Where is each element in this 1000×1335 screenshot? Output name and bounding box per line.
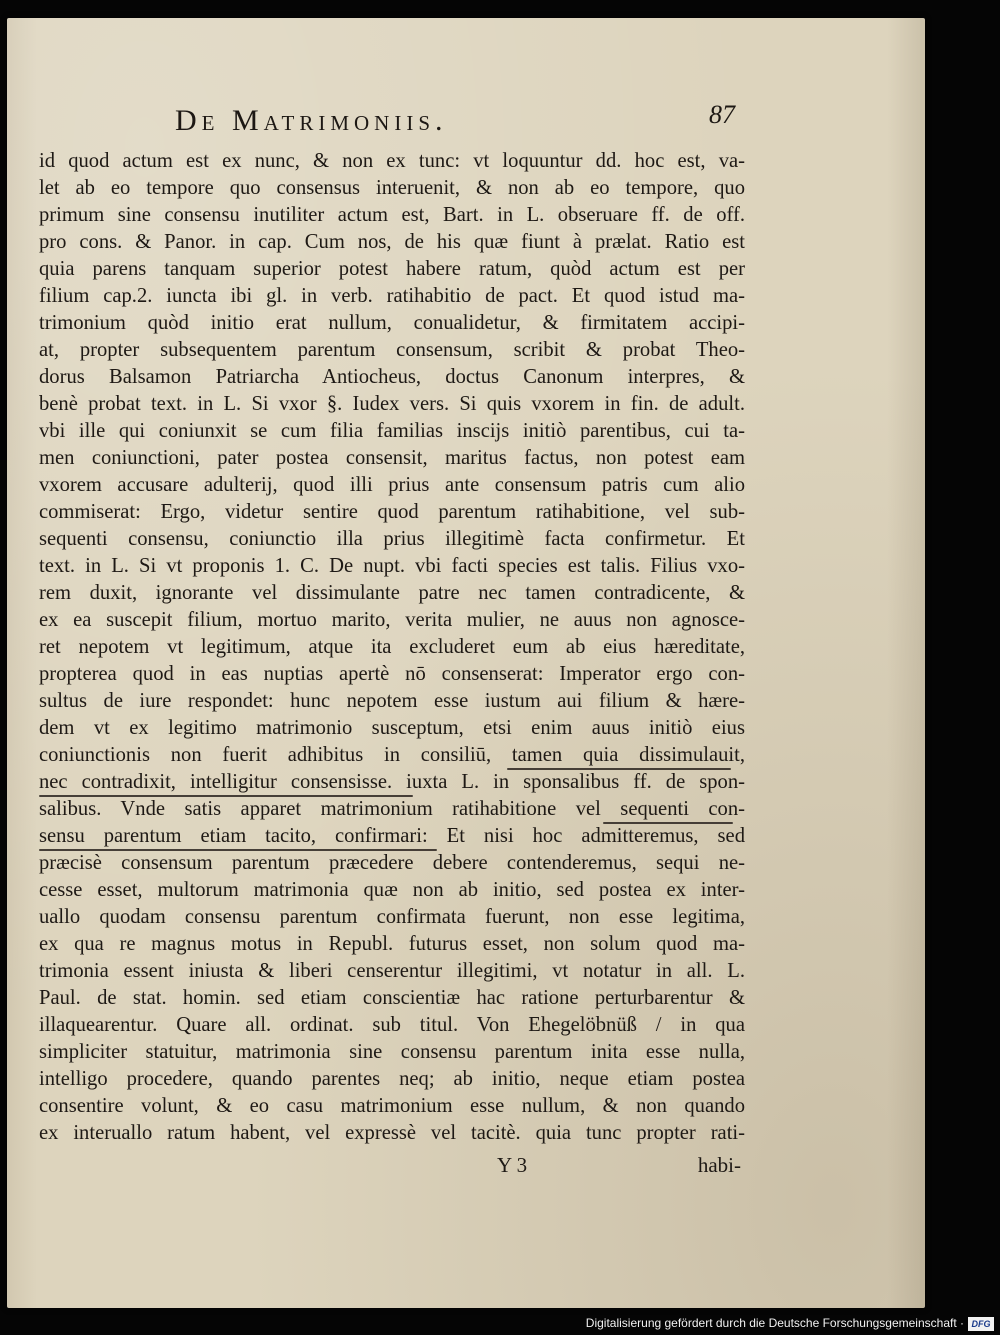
text-line: dem vt ex legitimo matrimonio susceptum, etsi enim auus initiò eius [39, 717, 745, 739]
page-number: 87 [709, 100, 735, 129]
book-page [7, 18, 925, 1308]
text-line: intelligo procedere, quando parentes neq; ab initio, neque etiam postea [39, 1068, 745, 1090]
text-line: ex interuallo ratum habent, vel expressè vel tacitè. quia tunc propter rati- [39, 1122, 745, 1144]
text-line: at, propter subsequentem parentum consensum, scribit & probat Theo- [39, 339, 745, 361]
dfg-logo: DFG [968, 1317, 994, 1331]
text-line: uallo quodam consensu parentum confirmata fuerunt, non esse legitima, [39, 906, 745, 928]
running-head [175, 100, 735, 140]
body-text [39, 148, 745, 1147]
catchword: habi- [697, 1153, 741, 1177]
text-line: let ab eo tempore quo consensus interuenit, & non ab eo tempore, quo [39, 177, 745, 199]
text-line: commiserat: Ergo, videtur sentire quod parentum ratihabitione, vel sub- [39, 501, 745, 523]
text-line: consentire volunt, & eo casu matrimonium esse nullum, & non quando [39, 1095, 745, 1117]
signature-mark: Y 3 [497, 1153, 528, 1177]
text-line: illaquearentur. Quare all. ordinat. sub titul. Von Ehegelöbnüß / in qua [39, 1014, 745, 1036]
handwritten-underline [39, 795, 413, 797]
text-line: dorus Balsamon Patriarcha Antiocheus, doctus Canonum interpres, & [39, 366, 745, 388]
text-line: præcisè consensum parentum præcedere debere contenderemus, sequi ne- [39, 852, 745, 874]
text-line: text. in L. Si vt proponis 1. C. De nupt. vbi facti species est talis. Filius vxo- [39, 555, 745, 577]
text-line: ret nepotem vt legitimum, atque ita excluderet eum ab eius hæreditate, [39, 636, 745, 658]
text-line: men coniunctioni, pater postea consensit, maritus factus, non potest eam [39, 447, 745, 469]
text-line: coniunctionis non fuerit adhibitus in consiliū, tamen quia dissimulauit, [39, 744, 745, 766]
text-line: primum sine consensu inutiliter actum est, Bart. in L. obseruare ff. de off. [39, 204, 745, 226]
handwritten-underline [507, 768, 731, 770]
text-line: trimonium quòd initio erat nullum, conualidetur, & firmitatem accipi- [39, 312, 745, 334]
text-line: sensu parentum etiam tacito, confirmari: Et nisi hoc admitteremus, sed [39, 825, 745, 847]
text-line: salibus. Vnde satis apparet matrimonium ratihabitione vel sequenti con- [39, 798, 745, 820]
handwritten-underline [39, 849, 437, 851]
text-line: quia parens tanquam superior potest habere ratum, quòd actum est per [39, 258, 745, 280]
text-line: filium cap.2. iuncta ibi gl. in verb. ratihabitio de pact. Et quod istud ma- [39, 285, 745, 307]
text-line: sultus de iure respondet: hunc nepotem esse iustum aui filium & hære- [39, 690, 745, 712]
text-line: ex qua re magnus motus in Republ. futurus esset, non solum quod ma- [39, 933, 745, 955]
text-line: vxorem accusare adulterij, quod illi prius ante consensum patris cum alio [39, 474, 745, 496]
text-line: vbi ille qui coniunxit se cum filia familias inscijs initiò parentibus, cui ta- [39, 420, 745, 442]
text-line: trimonia essent iniusta & liberi censerentur illegitimi, vt notatur in all. L. [39, 960, 745, 982]
text-line: rem duxit, ignorante vel dissimulante patre nec tamen contradicente, & [39, 582, 745, 604]
text-line: ex ea suscepit filium, mortuo marito, verita mulier, ne auus non agnosce- [39, 609, 745, 631]
text-line: id quod actum est ex nunc, & non ex tunc: vt loquuntur dd. hoc est, va- [39, 150, 745, 172]
text-line: pro cons. & Panor. in cap. Cum nos, de his quæ fiunt à prælat. Ratio est [39, 231, 745, 253]
text-line: simpliciter statuitur, matrimonia sine consensu parentum inita esse nulla, [39, 1041, 745, 1063]
digitization-credit: Digitalisierung gefördert durch die Deutsche Forschungsgemeinschaft · [585, 1316, 964, 1330]
text-line: cesse esset, multorum matrimonia quæ non ab initio, sed postea ex inter- [39, 879, 745, 901]
text-line: Paul. de stat. homin. sed etiam conscientiæ hac ratione perturbarentur & [39, 987, 745, 1009]
text-line: propterea quod in eas nuptias apertè nō consenserat: Imperator ergo con- [39, 663, 745, 685]
text-line: sequenti consensu, coniunctio illa prius illegitimè facta confirmetur. Et [39, 528, 745, 550]
text-line: nec contradixit, intelligitur consensisse. iuxta L. in sponsalibus ff. de spon- [39, 771, 745, 793]
running-title: De Matrimoniis. [175, 104, 448, 137]
page-footer [39, 1153, 745, 1183]
text-line: benè probat text. in L. Si vxor §. Iudex vers. Si quis vxorem in fin. de adult. [39, 393, 745, 415]
handwritten-underline [603, 822, 733, 824]
